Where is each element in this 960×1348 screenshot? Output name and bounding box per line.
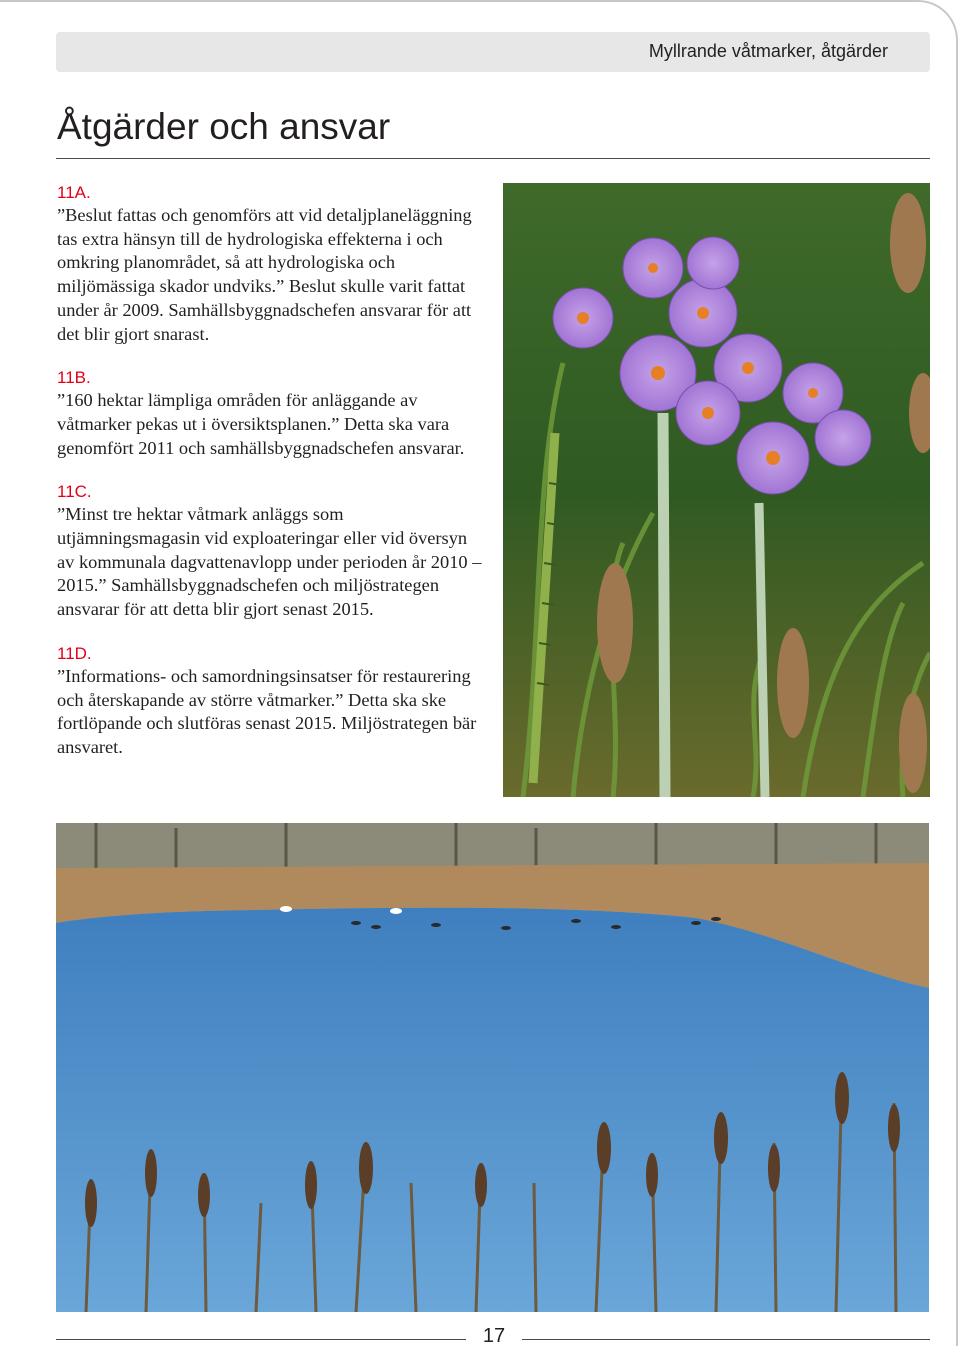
page-title: Åtgärder och ansvar (57, 106, 391, 147)
section-body: ”Minst tre hektar våtmark anläggs som utjämningsmagasin vid exploateringar eller vid översyn av kommunala dagvattenavlopp under perioden år 2010 – 2015.” Samhällsbyggnadschefen och miljöstrategen ansvarar för att detta blir gjort senast 2015. (57, 504, 482, 620)
measure-section-11b (57, 367, 487, 460)
wetland-photo (56, 823, 929, 1312)
measure-section-11c (57, 481, 487, 622)
section-label: 11C. (57, 482, 92, 502)
running-header (56, 32, 930, 72)
measure-section-11d (57, 643, 487, 760)
flower-photo (503, 183, 930, 797)
section-body: ”160 hektar lämpliga områden för anläggande av våtmarker pekas ut i översiktsplanen.” Detta ska vara genomfört 2011 och samhällsbyggnadschefen ansvarar. (57, 390, 465, 458)
page-number: 17 (482, 1325, 506, 1347)
section-body: ”Informations- och samordningsinsatser för restaurering och återskapande av större våtmarker.” Detta ska ske fortlöpande och slutföras senast 2015. Miljöstrategen bär ansvaret. (57, 665, 477, 757)
title-divider (56, 158, 930, 159)
section-label: 11B. (57, 368, 91, 388)
section-label: 11D. (57, 643, 92, 663)
measures-text-column (57, 182, 487, 781)
running-header-title: Myllrande våtmarker, åtgärder (648, 41, 888, 61)
footer-divider-right (522, 1339, 930, 1340)
section-body: ”Beslut fattas och genomförs att vid detaljplaneläggning tas extra hänsyn till de hydrologiska effekterna i och omkring planområdet, så att hydrologiska och miljömässiga skador undviks.” Beslut skulle varit fattat under år 2009. Samhällsbyggnadschefen ansvarar för att det blir gjort snarast. (57, 205, 472, 344)
section-label: 11A. (57, 183, 91, 202)
measure-section-11a (57, 182, 487, 346)
footer-divider-left (56, 1339, 466, 1340)
